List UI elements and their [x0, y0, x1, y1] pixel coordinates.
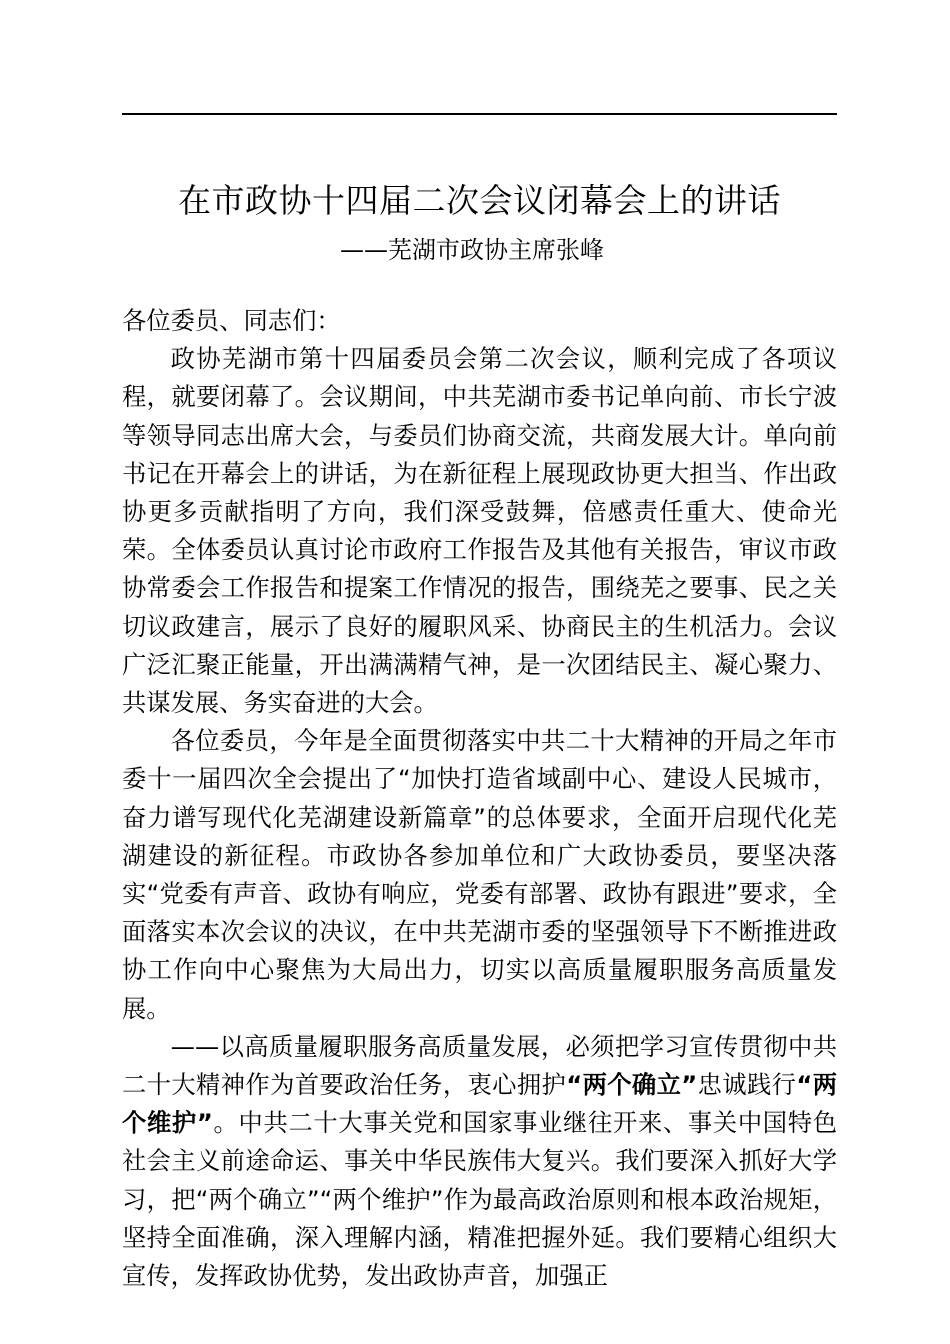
document-title: 在市政协十四届二次会议闭幕会上的讲话 [178, 181, 781, 220]
document-subtitle: ——芜湖市政协主席张峰 [340, 236, 604, 264]
paragraph-3-bold-b: “两个维护” [122, 1070, 838, 1138]
paragraph-3-text-e: 。中共二十大事关党和国家事业继往开来、事关中国特色社会主义前途命运、事关中华民族伟大复兴。我们要深入抓好大学习，把“两个确立”“两个维护”作为最高政治原则和根本政治规矩，坚持全面准确，深入理解内涵，精准把握外延。我们要精心组织大宣传，发挥政协优势，发出政协声音，加强正 [122, 1108, 838, 1291]
paragraph-3 [122, 1028, 837, 1295]
paragraph-3-text-a: ——以高质量履职服务高质量发展，必须把学习宣传贯彻中共二十大精神作为首要政治任务，衷心拥护 [122, 1031, 837, 1100]
paragraph-3-text-c: 忠诚践行 [697, 1070, 797, 1100]
document-body [122, 302, 837, 1295]
paragraph-1: 政协芜湖市第十四届委员会第二次会议，顺利完成了各项议程，就要闭幕了。会议期间，中共芜湖市委书记单向前、市长宁波等领导同志出席大会，与委员们协商交流，共商发展大计。单向前书记在开幕会上的讲话，为在新征程上展现政协更大担当、作出政协更多贡献指明了方向，我们深受鼓舞，倍感责任重大、使命光荣。全体委员认真讨论市政府工作报告及其他有关报告，审议市政协常委会工作报告和提案工作情况的报告，围绕芜之要事、民之关切议政建言，展示了良好的履职风采、协商民主的生机活力。会议广泛汇聚正能量，开出满满精气神，是一次团结民主、凝心聚力、共谋发展、务实奋进的大会。 [122, 344, 837, 718]
paragraph-3-bold-a: “两个确立” [566, 1070, 698, 1100]
header-rule [122, 113, 837, 115]
salutation: 各位委员、同志们： [122, 306, 341, 335]
paragraph-2: 各位委员，今年是全面贯彻落实中共二十大精神的开局之年市委十一届四次全会提出了“加快打造省域副中心、建设人民城市，奋力谱写现代化芜湖建设新篇章”的总体要求，全面开启现代化芜湖建设的新征程。市政协各参加单位和广大政协委员，要坚决落实“党委有声音、政协有响应，党委有部署、政协有跟进”要求，全面落实本次会议的决议，在中共芜湖市委的坚强领导下不断推进政协工作向中心聚焦为大局出力，切实以高质量履职服务高质量发展。 [122, 726, 837, 1023]
